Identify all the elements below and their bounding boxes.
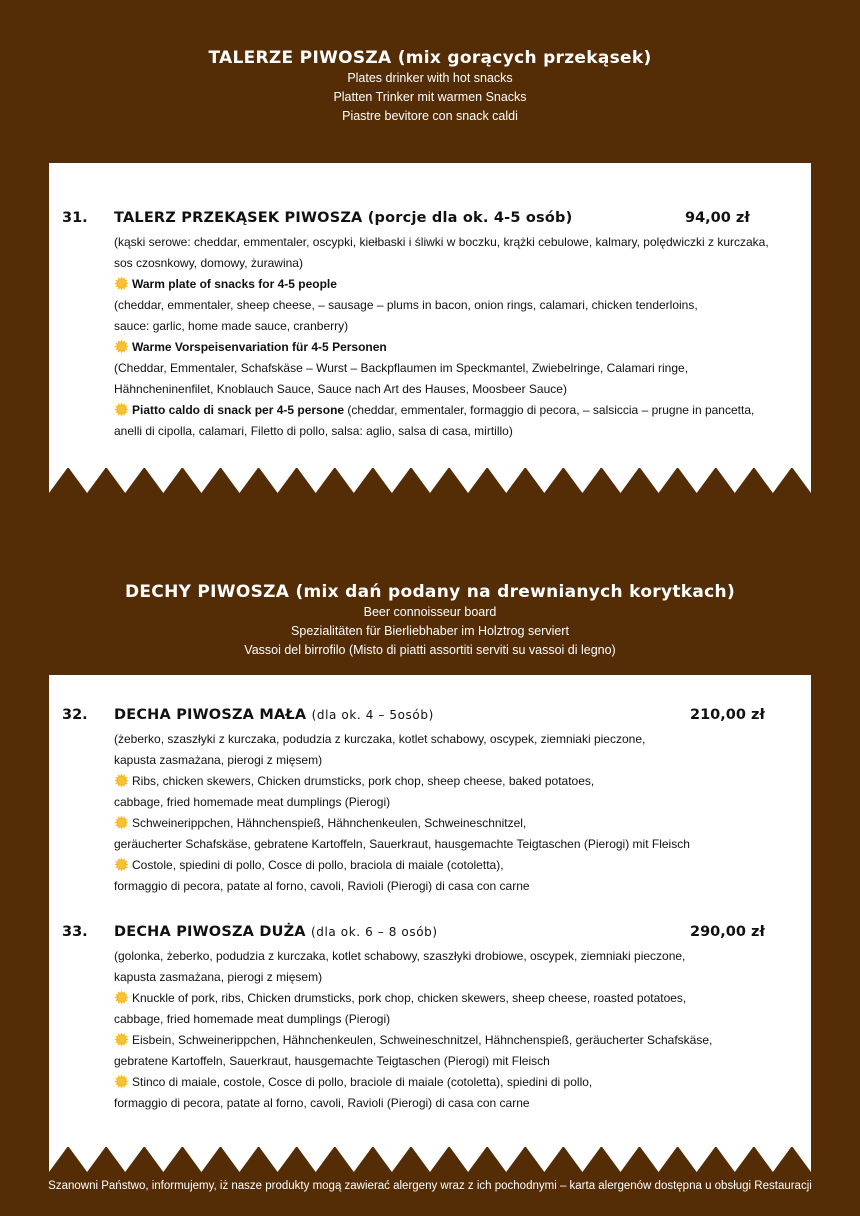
section-title: DECHY PIWOSZA (mix dań podany na drewnianych korytkach) (124, 582, 736, 602)
sun-icon (114, 276, 129, 291)
item-description (114, 729, 791, 897)
description-de: geräucherter Schafskäse, gebratene Kartoffeln, Sauerkraut, hausgemachte Teigtaschen (Pierogi) mit Fleisch (114, 837, 690, 851)
translation-it-line (114, 855, 791, 876)
description-de: Schweinerippchen, Hähnchenspieß, Hähnchenkeulen, Schweineschnitzel, (132, 816, 527, 830)
translation-it-line (114, 400, 791, 421)
sun-icon (114, 857, 129, 872)
sun-icon (114, 339, 129, 354)
sun-icon (114, 815, 129, 830)
translation-it-line (114, 1072, 791, 1093)
description-en: cabbage, fried homemade meat dumplings (Pierogi) (114, 795, 391, 809)
item-number: 33. (62, 924, 88, 940)
menu-panel-1 (49, 163, 811, 468)
description-de: (Cheddar, Emmentaler, Schafskäse – Wurst – Backpflaumen im Speckmantel, Zwiebelringe, Calamari ringe, (114, 361, 689, 375)
description-de: Hähncheninenfilet, Knoblauch Sauce, Sauce nach Art des Hauses, Moosbeer Sauce) (114, 382, 567, 396)
description-it: Stinco di maiale, costole, Cosce di pollo, braciole di maiale (cotoletta), spiedini di pollo, (132, 1075, 593, 1089)
section-subtitle-de: Spezialitäten für Bierliebhaber im Holztrog serviert (291, 624, 569, 638)
section-subtitle-en: Plates drinker with hot snacks (347, 71, 513, 85)
translation-en-title-line (114, 274, 791, 295)
item-number: 31. (62, 210, 88, 226)
translation-it-title: Piatto caldo di snack per 4-5 persone (132, 403, 345, 417)
description-en: Ribs, chicken skewers, Chicken drumsticks, pork chop, sheep cheese, baked potatoes, (132, 774, 595, 788)
description-en: cabbage, fried homemade meat dumplings (Pierogi) (114, 1012, 391, 1026)
item-name-text: DECHA PIWOSZA MAŁA (114, 707, 307, 723)
allergen-notice: Szanowni Państwo, informujemy, iż nasze produkty mogą zawierać alergeny wraz z ich pochodnymi – karta alergenów dostępna u obsługi Restauracji (48, 1180, 812, 1192)
item-name (114, 924, 438, 940)
item-number: 32. (62, 707, 88, 723)
description-pl: kapusta zasmażana, pierogi z mięsem) (114, 753, 323, 767)
translation-de-line (114, 1030, 791, 1051)
item-price: 290,00 zł (690, 924, 765, 940)
sun-icon (114, 1032, 129, 1047)
sun-icon (114, 773, 129, 788)
description-de: Eisbein, Schweinerippchen, Hähnchenkeulen, Schweineschnitzel, Hähnchenspieß, geräucherter Schafskäse, (132, 1033, 713, 1047)
translation-en-title: Warm plate of snacks for 4-5 people (132, 277, 337, 291)
description-pl: (kąski serowe: cheddar, emmentaler, oscypki, kiełbaski i śliwki w boczku, krążki cebulowe, kalmary, polędwiczki z kurczaka, (114, 235, 769, 249)
item-description (114, 946, 791, 1114)
item-name-text: DECHA PIWOSZA DUŻA (114, 924, 306, 940)
translation-en-line (114, 988, 791, 1009)
description-it: formaggio di pecora, patate al forno, cavoli, Ravioli (Pierogi) di casa con carne (114, 879, 530, 893)
section-title: TALERZE PIWOSZA (mix gorących przekąsek) (208, 48, 652, 68)
section-header-talerze (0, 47, 860, 126)
sun-icon (114, 402, 129, 417)
item-price: 94,00 zł (685, 210, 750, 226)
description-pl: (golonka, żeberko, podudzia z kurczaka, kotlet schabowy, szaszłyki drobiowe, oscypek, ziemniaki pieczone, (114, 949, 686, 963)
description-it: formaggio di pecora, patate al forno, cavoli, Ravioli (Pierogi) di casa con carne (114, 1096, 530, 1110)
description-en: sauce: garlic, home made sauce, cranberry) (114, 319, 349, 333)
description-en: (cheddar, emmentaler, sheep cheese, – sausage – plums in bacon, onion rings, calamari, chicken tenderloins, (114, 298, 698, 312)
description-de: gebratene Kartoffeln, Sauerkraut, hausgemachte Teigtaschen (Pierogi) mit Fleisch (114, 1054, 550, 1068)
section-subtitle-en: Beer connoisseur board (363, 605, 497, 619)
description-pl: sos czosnkowy, domowy, żurawina) (114, 256, 303, 270)
section-header-dechy (0, 581, 860, 660)
item-portion: (dla ok. 6 – 8 osób) (310, 925, 438, 939)
description-it: Costole, spiedini di pollo, Cosce di pollo, braciola di maiale (cotoletta), (132, 858, 504, 872)
zigzag-border (49, 1146, 811, 1172)
translation-de-line (114, 813, 791, 834)
item-portion: (dla ok. 4 – 5osób) (311, 708, 434, 722)
zigzag-border (49, 467, 811, 493)
item-price: 210,00 zł (690, 707, 765, 723)
item-name: TALERZ PRZEKĄSEK PIWOSZA (porcje dla ok. 4-5 osób) (114, 210, 573, 226)
sun-icon (114, 1074, 129, 1089)
translation-de-title: Warme Vorspeisenvariation für 4-5 Personen (132, 340, 387, 354)
item-description (114, 232, 791, 442)
description-it: (cheddar, emmentaler, formaggio di pecora, – salsiccia – prugne in pancetta, (347, 403, 755, 417)
section-subtitle-it: Piastre bevitore con snack caldi (342, 109, 518, 123)
translation-en-line (114, 771, 791, 792)
description-pl: kapusta zasmażana, pierogi z mięsem) (114, 970, 323, 984)
description-pl: (żeberko, szaszłyki z kurczaka, podudzia z kurczaka, kotlet schabowy, oscypek, ziemniaki pieczone, (114, 732, 646, 746)
item-name (114, 707, 434, 723)
menu-panel-2 (49, 675, 811, 1147)
translation-de-title-line (114, 337, 791, 358)
section-subtitle-it: Vassoi del birrofilo (Misto di piatti assortiti serviti su vassoi di legno) (244, 643, 616, 657)
section-subtitle-de: Platten Trinker mit warmen Snacks (333, 90, 527, 104)
sun-icon (114, 990, 129, 1005)
description-it: anelli di cipolla, calamari, Filetto di pollo, salsa: aglio, salsa di casa, mirtillo) (114, 424, 513, 438)
description-en: Knuckle of pork, ribs, Chicken drumsticks, pork chop, chicken skewers, sheep cheese, roasted potatoes, (132, 991, 687, 1005)
